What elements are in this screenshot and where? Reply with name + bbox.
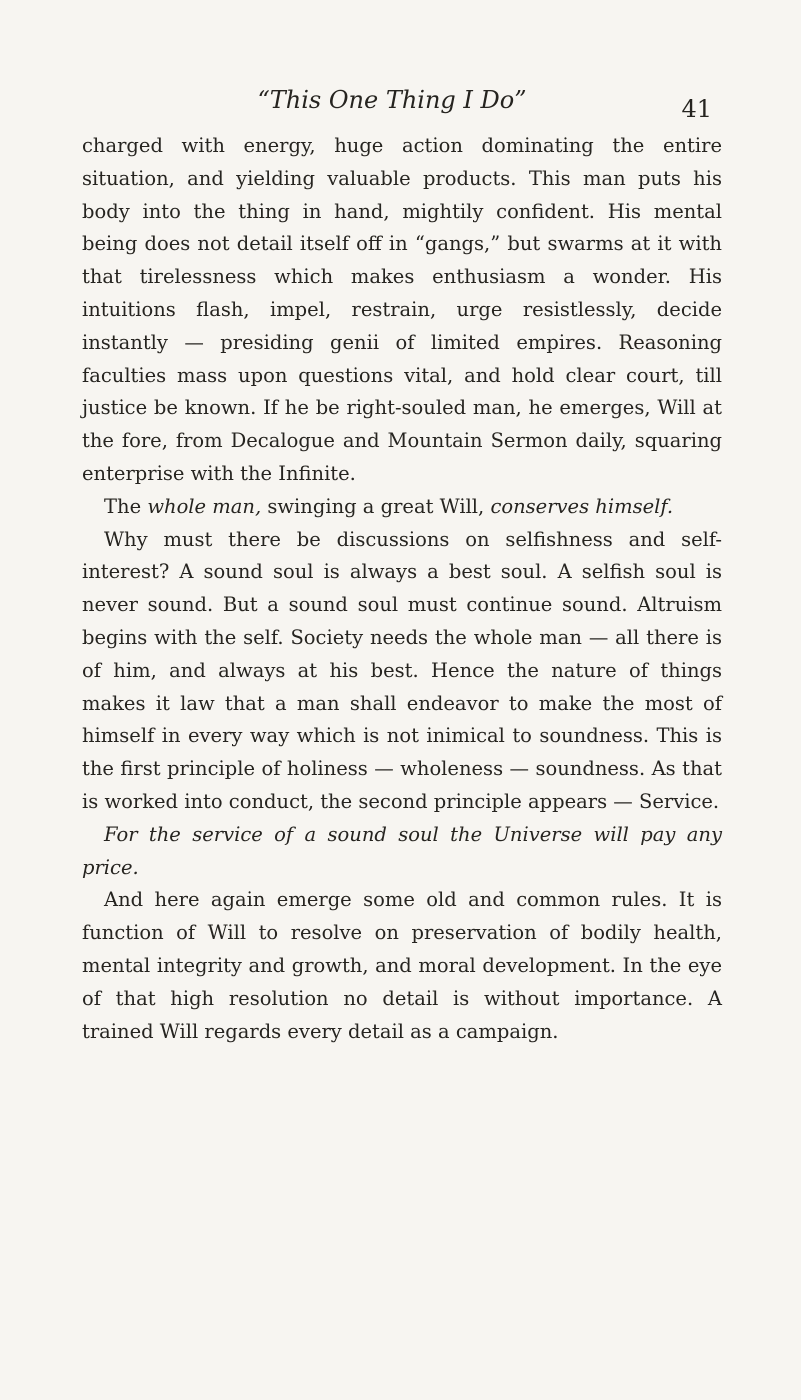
running-title: “This One Thing I Do”: [257, 86, 527, 114]
body-text: [82, 130, 722, 1048]
paragraph-continued: charged with energy, huge action dominating the entire situation, and yielding valuable products. This man puts his body into the thing in hand, mightily confident. His mental being does not detail itself off in “gangs,” but swarms at it with that tirelessness which makes enthusiasm a wonder. His intuitions flash, impel, restrain, urge resistlessly, decide instantly — presiding genii of limited empires. Reasoning faculties mass upon questions vital, and hold clear court, till justice be known. If he be right-souled man, he emerges, Will at the fore, from Decalogue and Mountain Sermon daily, squaring enterprise with the Infinite.: [82, 134, 722, 485]
paragraph-selfishness: Why must there be discussions on selfishness and self-interest? A sound soul is always a best soul. A selfish soul is never sound. But a sound soul must continue sound. Altruism begins with the self. Society needs the whole man — all there is of him, and always at his best. Hence the nature of things makes it law that a man shall endeavor to make the most of himself in every way which is not inimical to soundness. This is the first principle of holiness — wholeness — soundness. As that is worked into conduct, the second principle appears — Service.: [82, 527, 722, 813]
italic-phrase: conserves himself.: [490, 494, 674, 518]
paragraph-whole-man: [82, 491, 722, 524]
paragraph-text: The: [104, 494, 148, 518]
paragraph-rules: And here again emerge some old and common rules. It is function of Will to resolve on preservation of bodily health, mental integrity and growth, and moral development. In the eye of that high resolution no detail is without importance. A trained Will regards every detail as a campaign.: [82, 888, 722, 1043]
page-number: 41: [681, 95, 712, 123]
paragraph-italic-maxim: [82, 819, 722, 885]
italic-phrase: whole man,: [147, 494, 262, 518]
paragraph-text: swinging a great Will,: [261, 494, 491, 518]
italic-maxim: For the service of a sound soul the Universe will pay any price.: [82, 822, 722, 879]
running-head: [72, 84, 712, 124]
